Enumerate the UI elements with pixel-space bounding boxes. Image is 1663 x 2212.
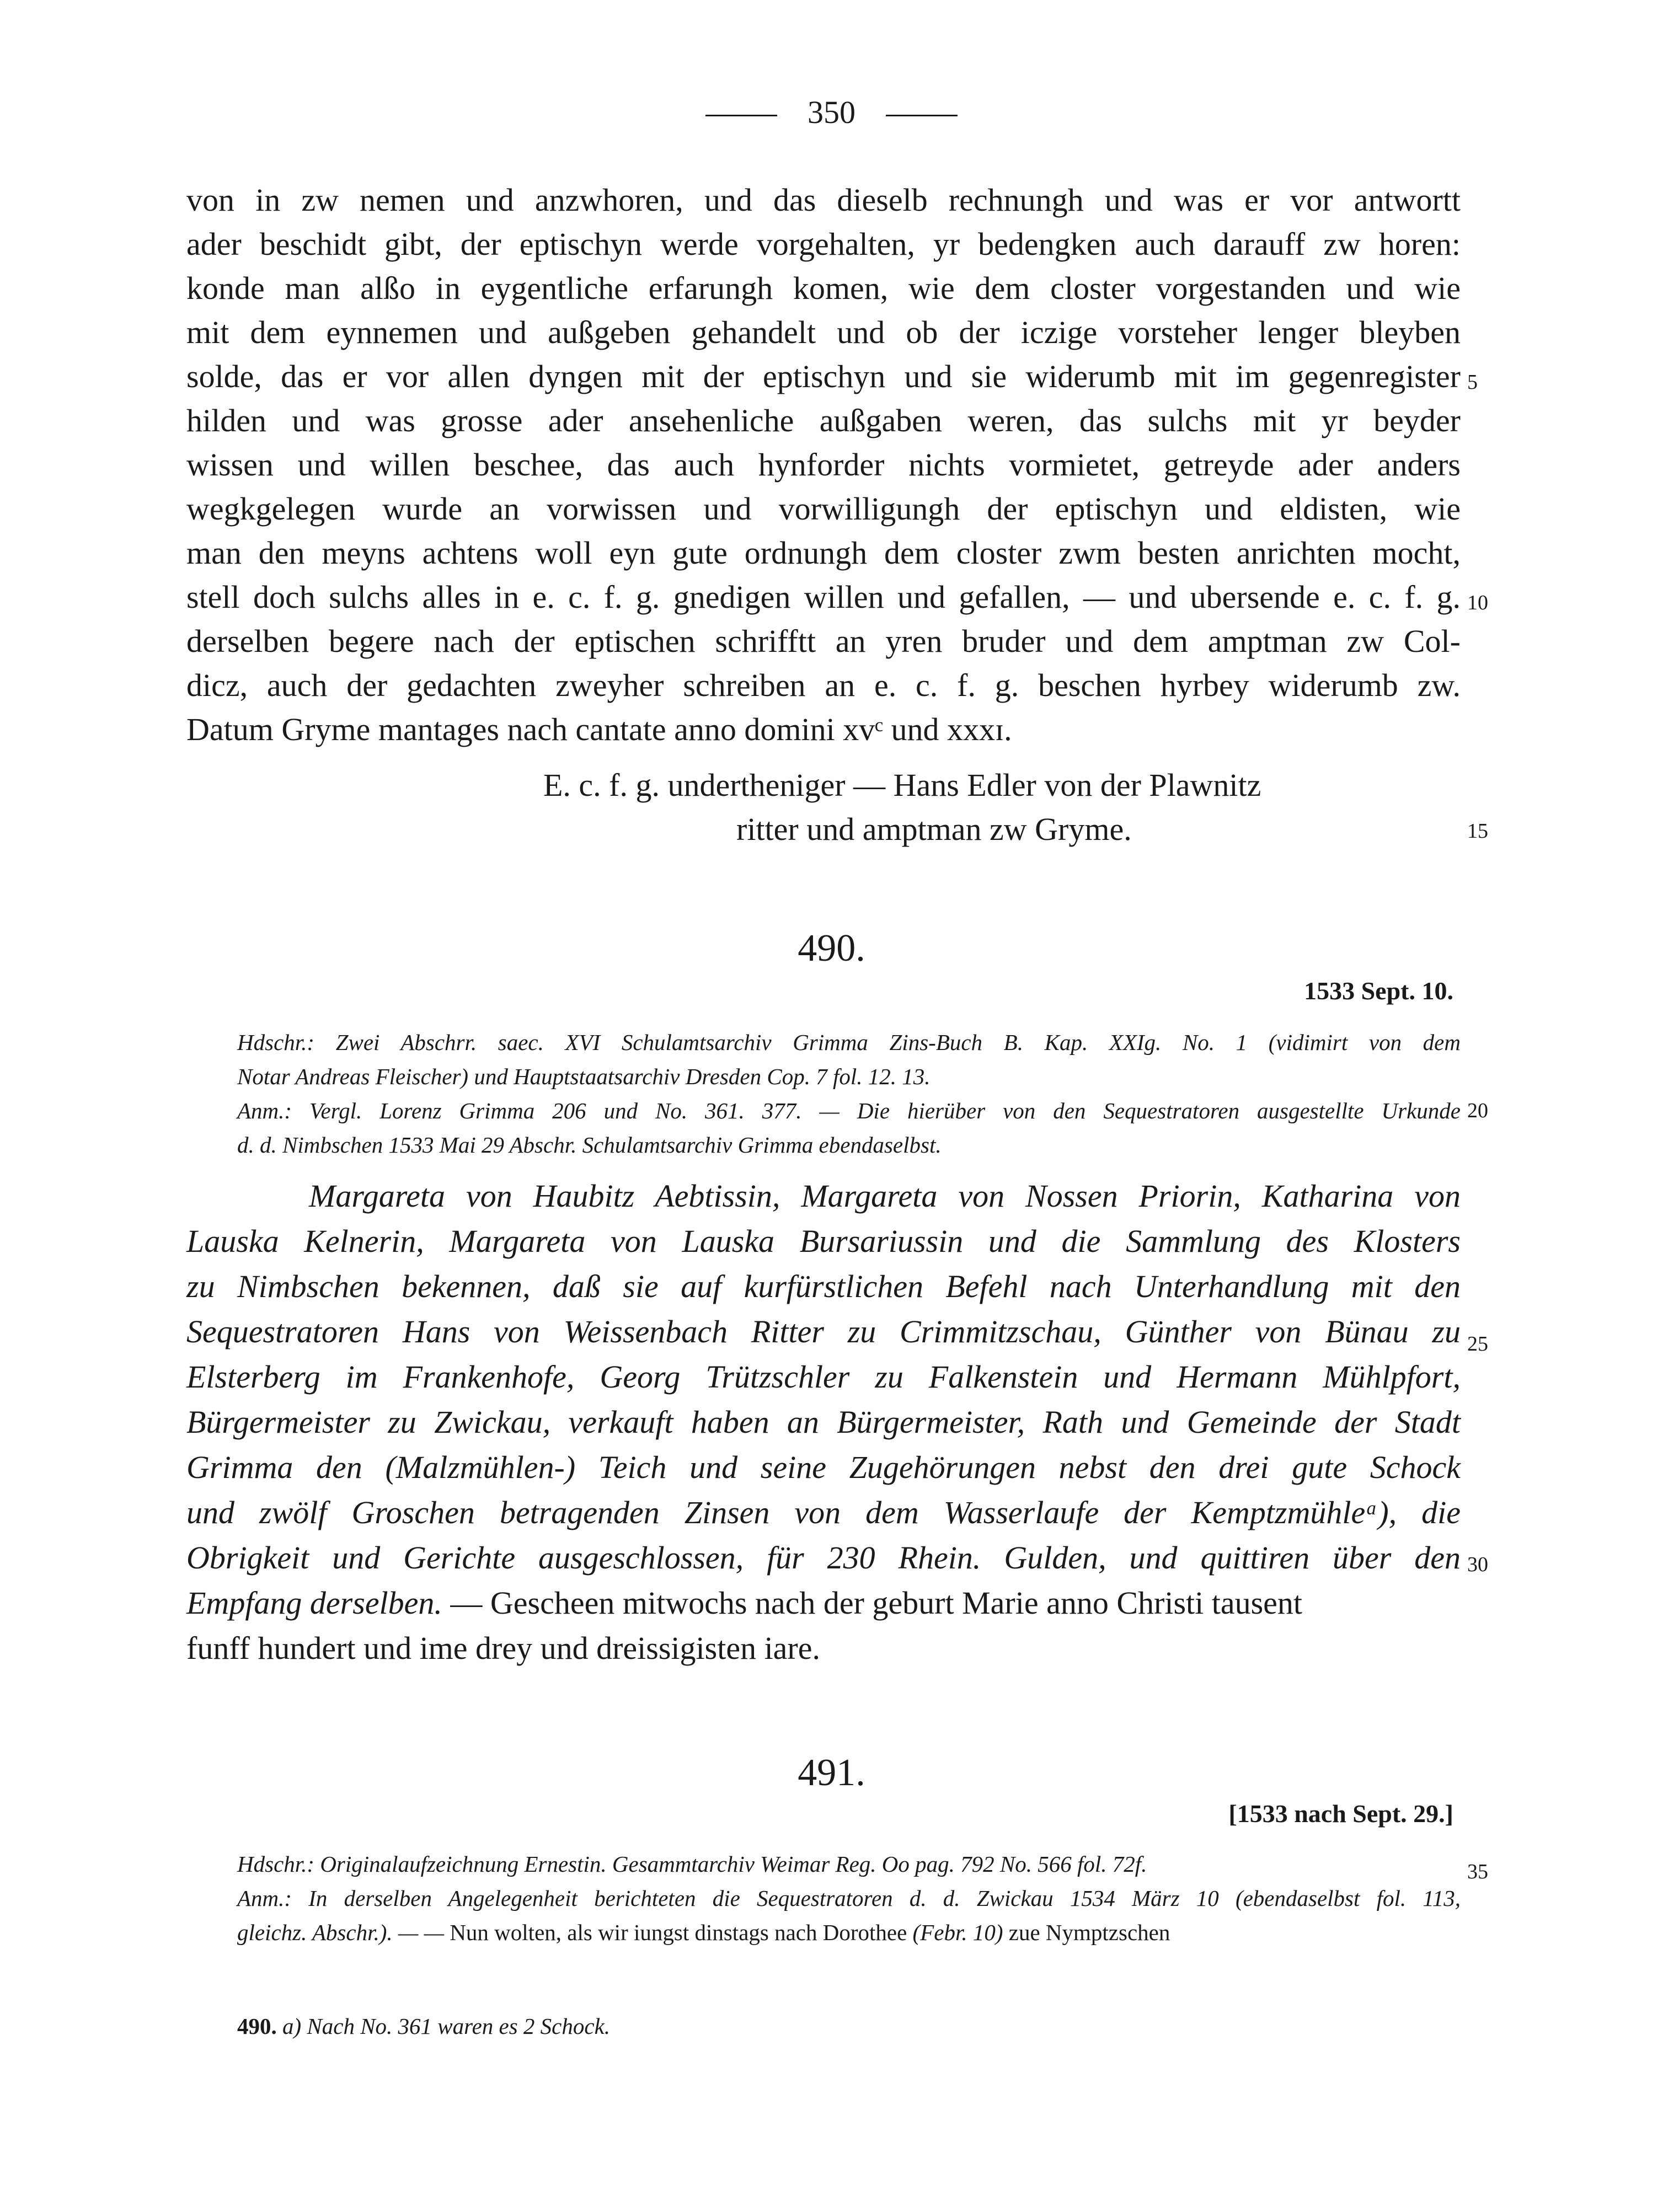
- document-date: [1533 nach Sept. 29.]: [1228, 1799, 1453, 1828]
- regest-text: — Gescheen mitwochs nach der geburt Marie anno Christi tausent: [442, 1585, 1303, 1621]
- annotation-italic: (Febr. 10): [912, 1920, 1003, 1945]
- regest-line: Lauska Kelnerin, Margareta von Lauska Bursariussin und die Sammlung des Klosters: [186, 1223, 1461, 1259]
- line-number: 20: [1467, 1099, 1488, 1122]
- datum-line: Datum Gryme mantages nach cantate anno domini xvᶜ und xxxɪ.: [186, 711, 1012, 747]
- signature-line: E. c. f. g. undertheniger — Hans Edler von der Plawnitz: [543, 767, 1261, 803]
- regest-italic: Empfang derselben.: [186, 1585, 442, 1621]
- text-line: solde, das er vor allen dyngen mit der eptischyn und sie widerumb mit im gegenregister: [186, 358, 1461, 394]
- line-number: 25: [1467, 1332, 1488, 1356]
- source-note: Hdschr.: Originalaufzeichnung Ernestin. Gesammtarchiv Weimar Reg. Oo pag. 792 No. 566 fol. 72f.: [237, 1851, 1147, 1877]
- footnote-label: 490.: [237, 2013, 277, 2039]
- annotation-note: [237, 1921, 1511, 1944]
- page-header: [0, 94, 1663, 131]
- regest-line: Sequestratoren Hans von Weissenbach Ritter zu Crimmitzschau, Günther von Bünau zu: [186, 1314, 1461, 1349]
- document-number: 490.: [798, 927, 865, 970]
- annotation-note: d. d. Nimbschen 1533 Mai 29 Abschr. Schulamtsarchiv Grimma ebendaselbst.: [237, 1132, 942, 1158]
- text-line: stell doch sulchs alles in e. c. f. g. gnedigen willen und gefallen, — und ubersende e. c. f. g.: [186, 579, 1461, 615]
- footnote-text: a) Nach No. 361 waren es 2 Schock.: [276, 2013, 611, 2039]
- source-note: Hdschr.: Zwei Abschrr. saec. XVI Schulamtsarchiv Grimma Zins-Buch B. Kap. XXIg. No. 1 (vidimirt von dem: [237, 1030, 1461, 1055]
- text-line: konde man alßo in eygentliche erfarungh komen, wie dem closter vorgestanden und wie: [186, 270, 1461, 306]
- regest-line: Elsterberg im Frankenhofe, Georg Trützschler zu Falkenstein und Hermann Mühlpfort,: [186, 1359, 1461, 1395]
- regest-line: zu Nimbschen bekennen, daß sie auf kurfürstlichen Befehl nach Unterhandlung mit den: [186, 1268, 1461, 1304]
- source-note: Notar Andreas Fleischer) und Hauptstaatsarchiv Dresden Cop. 7 fol. 12. 13.: [237, 1064, 931, 1089]
- text-line: derselben begere nach der eptischen schrifftt an yren bruder und dem amptman zw Col-: [186, 623, 1461, 659]
- regest-line: Grimma den (Malzmühlen-) Teich und seine Zugehörungen nebst den drei gute Schock: [186, 1449, 1461, 1485]
- text-line: ader beschidt gibt, der eptischyn werde vorgehalten, yr bedengken auch darauff zw horen:: [186, 226, 1461, 262]
- page-number: 350: [808, 94, 855, 130]
- annotation-italic: gleichz. Abschr.). — —: [237, 1920, 450, 1945]
- regest-line: Bürgermeister zu Zwickau, verkauft haben an Bürgermeister, Rath und Gemeinde der Stadt: [186, 1404, 1461, 1440]
- document-date: 1533 Sept. 10.: [1304, 977, 1453, 1005]
- line-number: 35: [1467, 1860, 1488, 1883]
- text-line: man den meyns achtens woll eyn gute ordnungh dem closter zwm besten anrichten mocht,: [186, 535, 1461, 571]
- annotation-text: Nun wolten, als wir iungst dinstags nach Dorothee: [450, 1920, 913, 1945]
- regest-line: funff hundert und ime drey und dreissigisten iare.: [186, 1630, 820, 1666]
- document-number: 491.: [798, 1752, 865, 1794]
- text-line: wegkgelegen wurde an vorwissen und vorwilligungh der eptischyn und eldisten, wie: [186, 491, 1461, 527]
- annotation-note: Anm.: Vergl. Lorenz Grimma 206 und No. 361. 377. — Die hierüber von den Sequestratoren ausgestellte Urkunde: [237, 1098, 1461, 1123]
- line-number: 5: [1467, 371, 1478, 394]
- line-number: 30: [1467, 1553, 1488, 1576]
- regest-line: Obrigkeit und Gerichte ausgeschlossen, für 230 Rhein. Gulden, und quittiren über den: [186, 1540, 1461, 1576]
- text-line: wissen und willen beschee, das auch hynforder nichts vormietet, getreyde ader anders: [186, 447, 1461, 483]
- regest-line: [186, 1587, 1461, 1619]
- annotation-text: zue Nymptzschen: [1003, 1920, 1170, 1945]
- header-rule-right: [886, 115, 958, 116]
- line-number: 15: [1467, 820, 1488, 843]
- footnote: [237, 2013, 610, 2039]
- line-number: 10: [1467, 591, 1488, 614]
- regest-line: und zwölf Groschen betragenden Zinsen von dem Wasserlaufe der Kemptzmühleᵃ), die: [186, 1495, 1461, 1530]
- text-line: von in zw nemen und anzwhoren, und das dieselb rechnungh und was er vor antwortt: [186, 182, 1461, 218]
- regest-line: Margareta von Haubitz Aebtissin, Margareta von Nossen Priorin, Katharina von: [309, 1178, 1461, 1214]
- annotation-note: Anm.: In derselben Angelegenheit berichteten die Sequestratoren d. d. Zwickau 1534 März 10 (ebendaselbst fol. 113,: [237, 1886, 1461, 1911]
- text-line: hilden und was grosse ader ansehenliche außgaben weren, das sulchs mit yr beyder: [186, 403, 1461, 438]
- text-line: dicz, auch der gedachten zweyher schreiben an e. c. f. g. beschen hyrbey widerumb zw.: [186, 667, 1461, 703]
- header-rule-left: [705, 115, 777, 116]
- text-line: mit dem eynnemen und außgeben gehandelt und ob der iczige vorsteher lenger bleyben: [186, 314, 1461, 350]
- signature-title: ritter und amptman zw Gryme.: [736, 811, 1132, 847]
